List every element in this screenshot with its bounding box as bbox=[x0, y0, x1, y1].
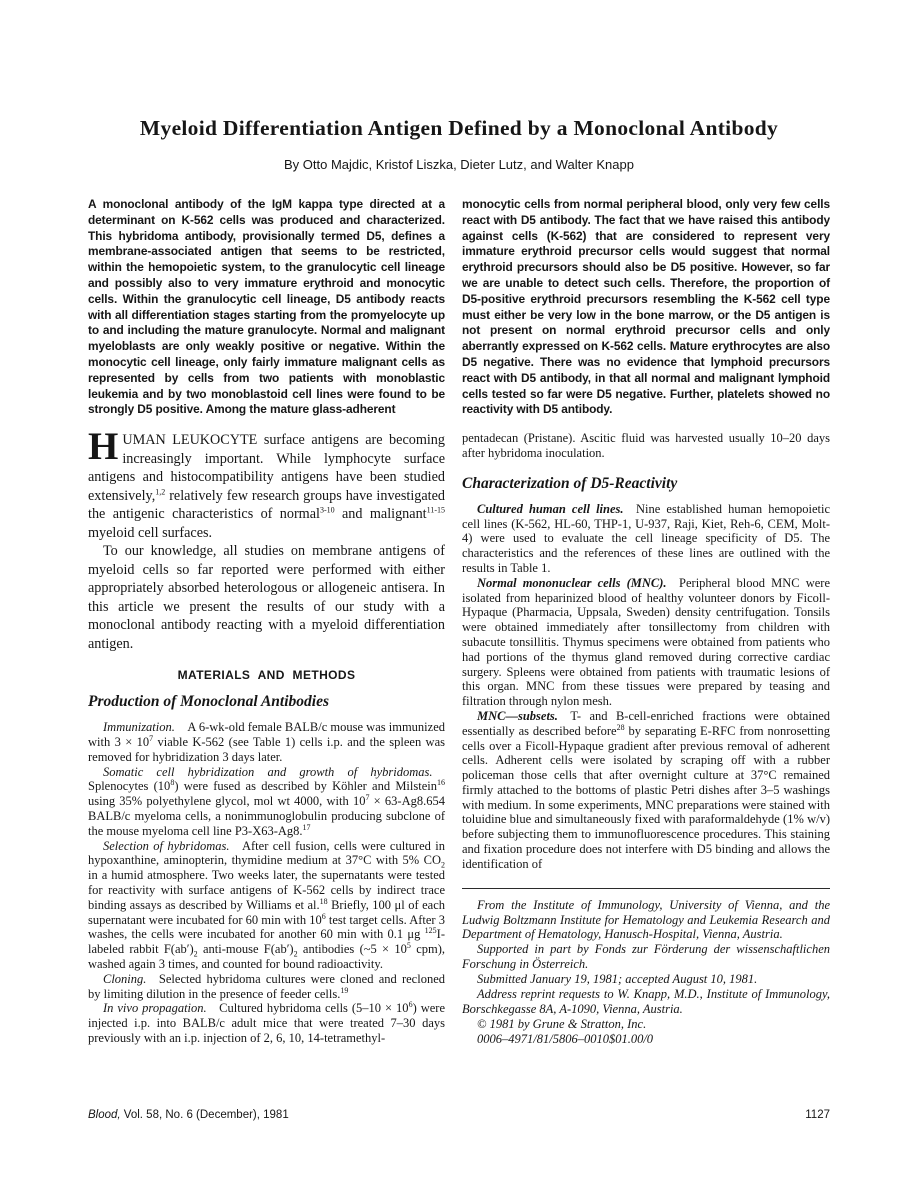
body-column-left bbox=[88, 425, 446, 1047]
intro-paragraph-2: To our knowledge, all studies on membrane antigens of myeloid cells so far reported were performed with either appropriately absorbed heterologous or allogeneic antisera. In this article we present the results of our study with a monoclonal antibody reacting with a myeloid differentiation antigen. bbox=[88, 543, 445, 652]
continuation-paragraph: pentadecan (Pristane). Ascitic fluid was harvested usually 10–20 days after hybridoma inoculation. bbox=[462, 431, 830, 460]
abstract-column-right: monocytic cells from normal peripheral blood, only very few cells react with D5 antibody. The fact that we have raised this antibody against cells (K-562) that are considered to represent very immature erythroid precursor cells would suggest that normal erythroid precursors should also be D5 positive. However, so far we are unable to detect such cells. Therefore, the proportion of D5-positive erythroid precursors resembling the K-562 cell type must either be very low in the bone marrow, or the D5 antigen is not present on normal erythroid precursor cells and only aberrantly expressed on K-562 cells. Mature erythrocytes are also D5 negative. There was no evidence that lymphoid precursors react with D5 antibody, in that all normal and malignant lymphoid cells tested so far were D5 negative. Further, platelets showed no reactivity with D5 antibody. bbox=[462, 197, 830, 417]
abstract-column-left: A monoclonal antibody of the IgM kappa type directed at a determinant on K-562 cells was produced and characterized. This hybridoma antibody, provisionally termed D5, defines a membrane-associated antigen that seems to be restricted, within the hemopoietic system, to the granulocytic cell lineage and possibly also to very immature erythroid and monocytic cells. Within the granulocytic cell lineage, D5 antibody reacts with all differentiation stages starting from the promyelocyte up to and including the mature granulocyte. Normal and malignant myeloblasts are only weakly positive or negative. Within the monocytic cell lineage, only fairly immature malignant cells as represented by cells from two patients with monoblastic leukemia and by two monoblastoid cell lines were found to be strongly D5 positive. Among the mature glass-adherent bbox=[88, 197, 445, 417]
subsection-heading-production: Production of Monoclonal Antibodies bbox=[88, 693, 329, 711]
intro-paragraph-1-text: UMAN LEUKOCYTE surface antigens are becoming increasingly important. While lymphocyte surface antigens and histocompatibility antigens have been studied extensively,$^{1,2}$ relatively few research groups have investigated the antigenic characteristics of normal$^{3-10}$ and malignant$^{11-15}$ myeloid cell surfaces. bbox=[88, 432, 445, 541]
paragraph: 0006–4971/81/5806–0010$01.00/0 bbox=[477, 1031, 654, 1046]
paragraph: Cultured human cell lines. Nine established human hemopoietic cell lines (K-562, HL-60, THP-1, U-937, Raji, Kiet, Reh-6, CEM, Molt-4) were used to evaluate the cell lineage specificity of D5. The characteristics and the references of these lines are outlined with the results in Table 1. bbox=[462, 501, 830, 575]
paragraph: Address reprint requests to W. Knapp, M.D., Institute of Immunology, Borschkegasse 8A, A-1090, Vienna, Austria. bbox=[462, 987, 830, 1017]
paragraph: Immunization. A 6-wk-old female BALB/c mouse was immunized with $3 \times 10^7$ viable K-562 (see Table 1) cells i.p. and the spleen was removed for hybridization 3 days later. bbox=[88, 720, 445, 764]
dropcap-letter: H bbox=[88, 425, 119, 469]
paragraph: Somatic cell hybridization and growth of hybridomas. Splenocytes $(10^8)$ were fused as described by Köhler and Milstein$^{16}$ using 35% polyethylene glycol, mol wt 4000, with $10^7 \times 63-Ag8.654$ BALB/c myeloma cells, a nonimmunoglobulin producing subclone of the mouse myeloma cell line P3-X63-Ag8.17 bbox=[88, 764, 445, 838]
paragraph: Normal mononuclear cells (MNC). Peripheral blood MNC were isolated from heparinized blood of healthy volunteer donors by Ficoll-Hypaque (Pharmacia, Uppsala, Sweden) density centrifugation. Tonsils were obtained immediately after tonsillectomy from children with subacute tonsillitis. Thymus specimens were obtained from patients who had portions of the thymus gland removed during corrective cardiac surgery. Spleens were obtained from patients with traumatic lesions of this organ. MNC from these tissues were prepared by teasing and filtration through nylon mesh. bbox=[462, 575, 831, 709]
paragraph: Selection of hybridomas. After cell fusion, cells were cultured in hypoxanthine, aminopterin, thymidine medium at 37°C with 5% $CO_2$ in a humid atmosphere. Two weeks later, the supernatants were tested for reactivity with surface antigens of K-562 cells by indirect trace binding assays as described by Williams et al.$^{18}$ Briefly, 100 μl of each supernatant were incubated for 60 min with $10^6$ test target cells. After 3 washes, the cells were incubated for another 60 min with 0.1 μg $^{125}$I-labeled rabbit $F(ab')_2$ anti-mouse $F(ab')_2$ antibodies (~5 × $10^5$ cpm), washed again 3 times, and counted for bound radioactivity. bbox=[88, 838, 446, 971]
paragraph: In vivo propagation. Cultured hybridoma cells $(5-10 \times 10^6)$ were injected i.p. into BALB/c adult mice that were treated 7–30 days previously with an i.p. injection of 2, 6, 10, 14-tetramethyl- bbox=[88, 1000, 445, 1045]
authors-byline: By Otto Majdic, Kristof Liszka, Dieter Lutz, and Walter Knapp bbox=[284, 157, 634, 172]
page-footer bbox=[88, 1109, 830, 1121]
paragraph: © 1981 by Grune & Stratton, Inc. bbox=[477, 1016, 647, 1031]
methods-left-paragraphs bbox=[88, 720, 445, 1046]
intro-paragraph-1 bbox=[88, 425, 445, 542]
section-heading-materials-methods: MATERIALS AND METHODS bbox=[177, 668, 356, 683]
body-column-right bbox=[462, 431, 830, 1047]
paragraph: MNC—subsets. T- and B-cell-enriched fractions were obtained essentially as described before$^{28}$ by separating E-RFC from nonrosetting cells over a Ficoll-Hypaque gradient after previous removal of adherent cells. Adherent cells were isolated by scraping off with a rubber policeman those cells that after overnight culture at 37°C remained firmly attached to the bottoms of plastic Petri dishes after 3–5 washings with medium. In some experiments, MNC preparations were stained with toluidine blue and simultaneously fixed with paraformaldehyde (1% w/v) before subjecting them to immunofluorescence procedures. This staining and fixation procedure does not interfere with D5 binding and allows the identification of bbox=[462, 708, 830, 871]
subsection-heading-characterization: Characterization of D5-Reactivity bbox=[462, 474, 678, 492]
methods-right-paragraphs bbox=[462, 502, 830, 872]
article-body bbox=[88, 425, 831, 1047]
paragraph: From the Institute of Immunology, University of Vienna, and the Ludwig Boltzmann Institute for Hematology and Leukemia Research and Department of Hematology, Hanusch-Hospital, Vienna, Austria. bbox=[462, 897, 830, 942]
page-number: 1127 bbox=[805, 1109, 830, 1121]
journal-citation: Blood, Vol. 58, No. 6 (December), 1981 bbox=[88, 1109, 289, 1121]
article-title: Myeloid Differentiation Antigen Defined by a Monoclonal Antibody bbox=[139, 116, 779, 140]
footnotes-block bbox=[462, 898, 830, 1047]
paragraph: Submitted January 19, 1981; accepted August 10, 1981. bbox=[477, 972, 758, 987]
paragraph: Cloning. Selected hybridoma cultures were cloned and recloned by limiting dilution in the presence of feeder cells.$^{19}$ bbox=[88, 971, 445, 1001]
abstract bbox=[88, 197, 830, 418]
paragraph: Supported in part by Fonds zur Förderung der wissenschaftlichen Forschung in Österreich. bbox=[462, 942, 830, 972]
footnote-divider bbox=[462, 888, 830, 889]
